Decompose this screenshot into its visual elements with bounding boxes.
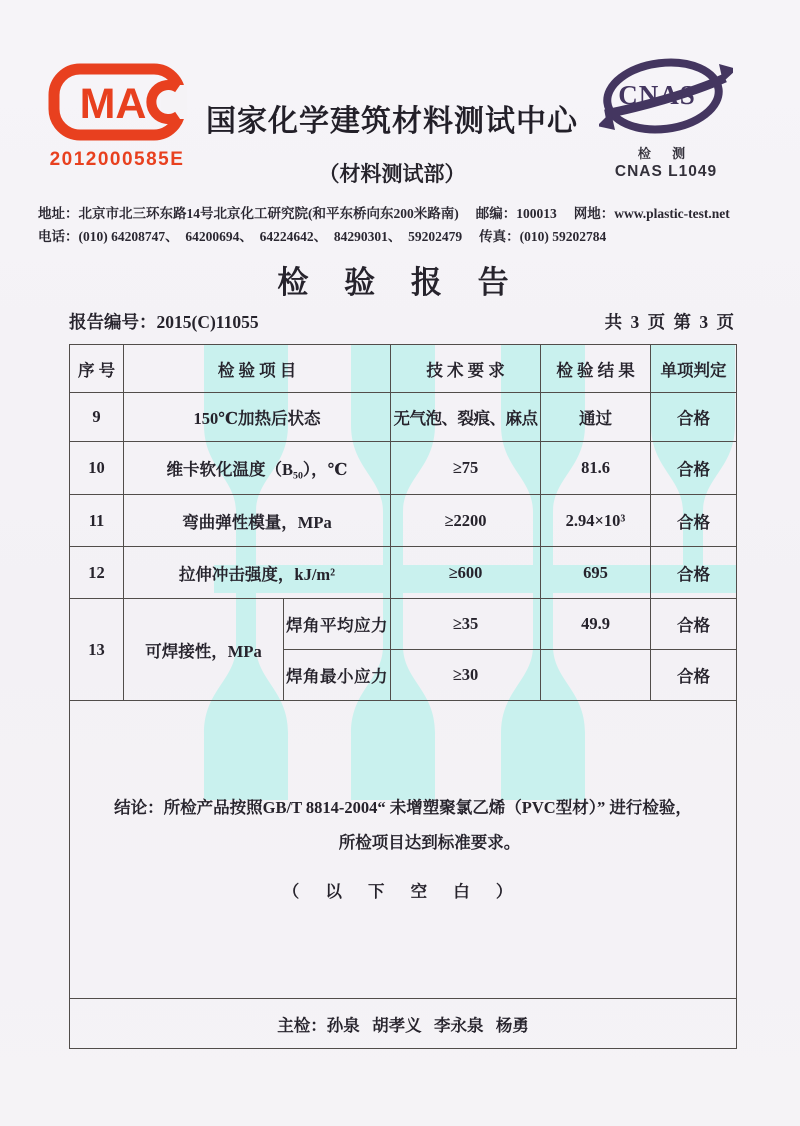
cnas-cert-number: CNAS L1049	[614, 163, 718, 180]
cma-letters: MA	[79, 80, 147, 128]
cell-requirement: 无气泡、裂痕、麻点	[391, 393, 541, 442]
conclusion-row	[70, 701, 737, 999]
org-subtitle: （材料测试部）	[318, 163, 466, 186]
contact-line-1	[38, 202, 768, 225]
cell-judgement: 合格	[651, 393, 737, 442]
cell-result: 通过	[541, 393, 651, 442]
blank-below-note: （ 以 下 空 白 ）	[282, 882, 524, 901]
header-item: 检 验 项 目	[124, 345, 391, 393]
cell-judgement: 合格	[651, 650, 737, 701]
cell-item: 拉伸冲击强度，kJ/m²	[124, 547, 391, 599]
cnas-logo-block	[596, 52, 736, 181]
contact-fax: 传真：(010) 59202784	[479, 229, 607, 244]
cell-result	[541, 650, 651, 701]
signature-cell	[70, 999, 737, 1049]
cell-judgement: 合格	[651, 547, 737, 599]
cell-serial: 9	[70, 393, 124, 442]
cell-requirement: ≥75	[391, 442, 541, 495]
cell-item: 维卡软化温度（B₅₀），℃	[124, 442, 391, 495]
cell-serial: 12	[70, 547, 124, 599]
cell-judgement: 合格	[651, 599, 737, 650]
table-row	[70, 495, 737, 547]
cell-item: 弯曲弹性模量，MPa	[124, 495, 391, 547]
contact-phone: 电话：(010) 64208747、 64200694、 64224642、 84290301、 59202479	[38, 229, 463, 244]
table-header-row	[70, 345, 737, 393]
report-number-value: 2015(C)11055	[156, 312, 259, 332]
cell-requirement: ≥30	[391, 650, 541, 701]
contact-website: 网地：www.plastic-test.net	[573, 206, 730, 221]
page-count: 共 3 页 第 3 页	[604, 312, 736, 332]
conclusion-line-2: 所检项目达到标准要求。	[338, 833, 521, 852]
contact-line-2	[38, 225, 768, 248]
header-judgement: 单项判定	[651, 345, 737, 393]
signature-row	[70, 999, 737, 1049]
header-result: 检 验 结 果	[541, 345, 651, 393]
cell-requirement: ≥2200	[391, 495, 541, 547]
cnas-letters: CNAS	[618, 80, 696, 110]
header-serial: 序 号	[70, 345, 124, 393]
conclusion-line-1: 结论：所检产品按照GB/T 8814-2004“ 未增塑聚氯乙烯（PVC型材）” 进行检验，	[114, 798, 692, 817]
cma-logo	[47, 62, 187, 142]
header-requirement: 技 术 要 求	[391, 345, 541, 393]
cma-logo-block	[42, 62, 192, 171]
table-row	[70, 393, 737, 442]
inspector-names: 孙泉 胡孝义 李永泉 杨勇	[326, 1015, 529, 1035]
table-row	[70, 547, 737, 599]
org-header	[186, 96, 598, 188]
conclusion-cell	[70, 701, 737, 999]
cell-serial: 10	[70, 442, 124, 495]
cell-judgement: 合格	[651, 442, 737, 495]
chief-inspector-label: 主检：	[277, 1015, 327, 1035]
table-row	[70, 599, 737, 650]
cell-result: 695	[541, 547, 651, 599]
cell-requirement: ≥35	[391, 599, 541, 650]
contact-postcode: 邮编：100013	[475, 206, 557, 221]
cell-item: 可焊接性，MPa	[124, 599, 284, 701]
cell-result: 81.6	[541, 442, 651, 495]
report-title: 检 验 报 告	[277, 265, 523, 300]
cell-result: 49.9	[541, 599, 651, 650]
cell-requirement: ≥600	[391, 547, 541, 599]
cnas-logo	[599, 52, 733, 142]
org-title: 国家化学建筑材料测试中心	[206, 105, 578, 138]
table-row	[70, 442, 737, 495]
cell-result: 2.94×10³	[541, 495, 651, 547]
cma-cert-number: 2012000585E	[49, 149, 185, 170]
contact-address: 地址：北京市北三环东路14号北京化工研究院(和平东桥向东200米路南)	[38, 206, 459, 221]
cell-serial: 11	[70, 495, 124, 547]
cell-subitem: 焊角平均应力	[284, 599, 391, 650]
report-number-line	[69, 309, 736, 334]
test-results-table	[69, 344, 737, 1049]
cell-judgement: 合格	[651, 495, 737, 547]
cell-serial: 13	[70, 599, 124, 701]
report-number	[69, 309, 259, 334]
cell-subitem: 焊角最小应力	[284, 650, 391, 701]
cell-item: 150℃加热后状态	[124, 393, 391, 442]
contact-info	[38, 202, 768, 248]
report-number-label: 报告编号：	[69, 312, 157, 332]
cnas-accreditation-type: 检 测	[637, 146, 695, 161]
